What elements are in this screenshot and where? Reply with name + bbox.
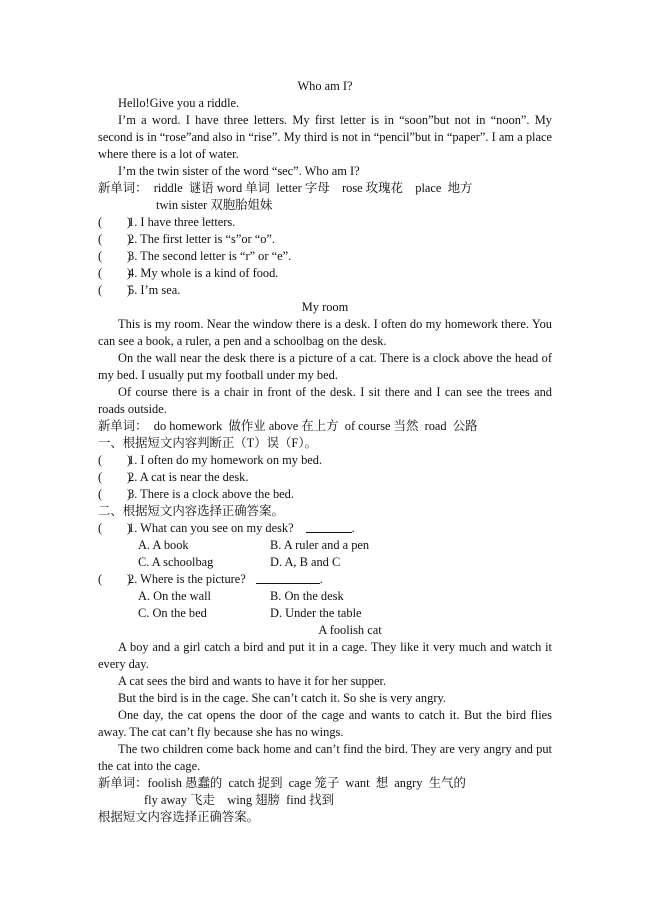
section-instruction: 根据短文内容选择正确答案。 <box>98 810 260 824</box>
paragraph: I’m the twin sister of the word “sec”. Who am I? <box>118 164 360 178</box>
answer-parentheses[interactable]: ( ) <box>98 453 132 467</box>
paragraph: But the bird is in the cage. She can’t catch it. So she is very angry. <box>118 691 446 705</box>
option-a: A. A book <box>138 538 189 552</box>
question-text: 2. A cat is near the desk. <box>128 470 249 484</box>
question-text: 1. I often do my homework on my bed. <box>128 453 323 467</box>
question-text: 3. There is a clock above the bed. <box>128 487 294 501</box>
answer-parentheses[interactable]: ( ) <box>98 521 132 535</box>
vocab-line: 新单词：foolish 愚蠢的 catch 捉到 cage 笼子 want 想 angry 生气的 <box>98 776 466 790</box>
question-item <box>98 282 552 299</box>
answer-parentheses[interactable]: ( ) <box>98 232 132 246</box>
question-text: 3. The second letter is “r” or “e”. <box>128 249 292 263</box>
question-item <box>98 520 552 537</box>
paragraph: A boy and a girl catch a bird and put it in a cage. They like it very much and watch it every day. <box>98 640 552 671</box>
answer-parentheses[interactable]: ( ) <box>98 572 132 586</box>
paragraph: One day, the cat opens the door of the cage and wants to catch it. But the bird flies away. The cat can’t fly because she has no wings. <box>98 708 552 739</box>
question-item <box>98 469 552 486</box>
answer-parentheses[interactable]: ( ) <box>98 487 132 501</box>
question-text: 5. I’m sea. <box>128 283 181 297</box>
paragraph: A cat sees the bird and wants to have it for her supper. <box>118 674 387 688</box>
answer-blank[interactable] <box>256 571 320 584</box>
title-foolish-cat: A foolish cat <box>318 623 382 637</box>
option-d: D. A, B and C <box>270 555 341 569</box>
paragraph: This is my room. Near the window there is a desk. I often do my homework there. You can see a book, a ruler, a pen and a schoolbag on the desk. <box>98 317 552 348</box>
option-row <box>98 537 552 554</box>
vocab-line: 新单词： riddle 谜语 word 单词 letter 字母 rose 玫瑰花 place 地方 <box>98 181 473 195</box>
question-text: 1. I have three letters. <box>128 215 236 229</box>
answer-parentheses[interactable]: ( ) <box>98 470 132 484</box>
option-b: B. A ruler and a pen <box>270 538 370 552</box>
section-instruction: 一、根据短文内容判断正（T）误（F）。 <box>98 436 317 450</box>
vocab-line: fly away 飞走 wing 翅膀 find 找到 <box>144 793 334 807</box>
option-a: A. On the wall <box>138 589 211 603</box>
option-row <box>98 554 552 571</box>
question-item <box>98 248 552 265</box>
answer-parentheses[interactable]: ( ) <box>98 249 132 263</box>
vocab-line: twin sister 双胞胎姐妹 <box>156 198 273 212</box>
option-d: D. Under the table <box>270 606 362 620</box>
title-my-room: My room <box>301 300 349 314</box>
blank-end: . <box>319 572 323 586</box>
question-item <box>98 571 552 588</box>
question-item <box>98 265 552 282</box>
question-text: 2. The first letter is “s”or “o”. <box>128 232 276 246</box>
paragraph: On the wall near the desk there is a picture of a cat. There is a clock above the head of my bed. I usually put my football under my bed. <box>98 351 552 382</box>
option-c: C. A schoolbag <box>138 555 214 569</box>
paragraph: Hello!Give you a riddle. <box>118 96 240 110</box>
question-item <box>98 214 552 231</box>
answer-parentheses[interactable]: ( ) <box>98 266 132 280</box>
option-row <box>98 605 552 622</box>
question-item <box>98 231 552 248</box>
question-item <box>98 486 552 503</box>
answer-parentheses[interactable]: ( ) <box>98 215 132 229</box>
question-text: 2. Where is the picture? <box>128 572 246 586</box>
question-text: 1. What can you see on my desk? <box>128 521 294 535</box>
title-who-am-i: Who am I? <box>297 79 353 93</box>
question-text: 4. My whole is a kind of food. <box>128 266 279 280</box>
paragraph: The two children come back home and can’t find the bird. They are very angry and put the cat into the cage. <box>98 742 552 773</box>
vocab-line: 新单词： do homework 做作业 above 在上方 of course 当然 road 公路 <box>98 419 478 433</box>
question-item <box>98 452 552 469</box>
blank-end: . <box>351 521 355 535</box>
answer-blank[interactable] <box>306 520 352 533</box>
option-c: C. On the bed <box>138 606 207 620</box>
paragraph: I’m a word. I have three letters. My first letter is in “soon”but not in “noon”. My second is in “rose”and also in “rise”. My third is not in “pencil”but in “paper”. I am a place where there is a lot of water. <box>98 113 552 161</box>
option-row <box>98 588 552 605</box>
option-b: B. On the desk <box>270 589 344 603</box>
section-instruction: 二、根据短文内容选择正确答案。 <box>98 504 284 518</box>
paragraph: Of course there is a chair in front of the desk. I sit there and I can see the trees and roads outside. <box>98 385 552 416</box>
answer-parentheses[interactable]: ( ) <box>98 283 132 297</box>
